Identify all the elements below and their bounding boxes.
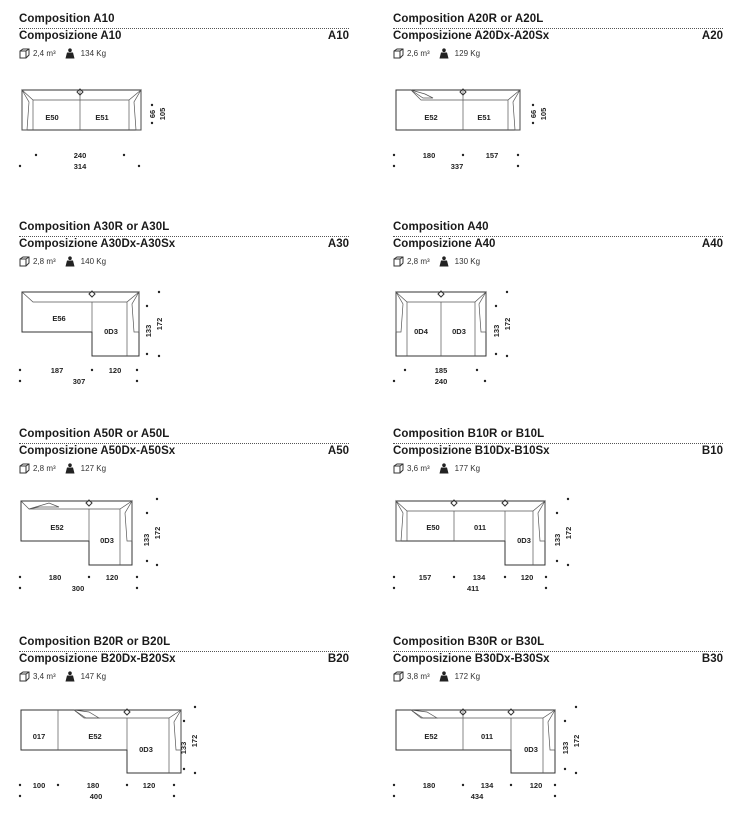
composition-card-b30	[393, 636, 723, 826]
dimension-label: 133	[492, 324, 501, 338]
volume-value: 2,8 m³	[33, 464, 56, 473]
dimension-label: 172	[572, 734, 581, 748]
title-italian: Composizione B10Dx-B10Sx	[393, 445, 550, 457]
title-english: Composition A50R or A50L	[19, 428, 170, 440]
weight-value: 129 Kg	[454, 49, 481, 58]
title-english: Composition B20R or B20L	[19, 636, 171, 648]
divider	[19, 651, 349, 652]
divider	[19, 236, 349, 237]
dimension-label: 120	[142, 781, 156, 790]
title-english: Composition A30R or A30L	[19, 221, 170, 233]
plan-drawing	[393, 68, 723, 203]
dimension-label: 411	[466, 584, 480, 593]
composition-code: A40	[701, 238, 723, 250]
title-english: Composition A20R or A20L	[393, 13, 544, 25]
module-label: 0D3	[452, 327, 466, 336]
dimension-label: 180	[422, 151, 436, 160]
dimension-label: 172	[564, 526, 573, 540]
dimension-label: 180	[48, 573, 62, 582]
title-italian: Composizione A30Dx-A30Sx	[19, 238, 176, 250]
module-label: 0D4	[414, 327, 428, 336]
dimension-label: 185	[434, 366, 448, 375]
module-label: 011	[480, 732, 494, 741]
composition-code: A20	[701, 30, 723, 42]
dimension-label: 133	[561, 741, 570, 755]
volume-value: 2,8 m³	[33, 257, 56, 266]
box-icon	[19, 463, 30, 474]
dimension-label: 133	[142, 533, 151, 547]
module-label: E52	[424, 732, 438, 741]
plan-drawing	[19, 691, 349, 826]
specs-row	[19, 256, 106, 267]
title-italian: Composizione A20Dx-A20Sx	[393, 30, 550, 42]
dimension-label: 300	[71, 584, 85, 593]
module-label: 0D3	[100, 536, 114, 545]
composition-card-a20	[393, 13, 723, 203]
specs-row	[393, 48, 480, 59]
divider	[393, 651, 723, 652]
dimension-label: 240	[434, 377, 448, 386]
dimension-label: 337	[450, 162, 464, 171]
dimension-label: 172	[155, 317, 164, 331]
weight-value: 172 Kg	[454, 672, 481, 681]
dimension-label: 133	[144, 324, 153, 338]
specs-row	[393, 463, 480, 474]
dimension-label: 120	[529, 781, 543, 790]
plan-drawing	[393, 483, 723, 618]
specs-row	[19, 48, 106, 59]
dimension-label: 157	[485, 151, 499, 160]
dimension-label: 134	[472, 573, 486, 582]
dimension-label: 172	[190, 734, 199, 748]
plan-drawing	[19, 276, 349, 411]
dimension-label: 172	[153, 526, 162, 540]
volume-value: 3,8 m³	[407, 672, 430, 681]
module-label: 0D3	[524, 745, 538, 754]
box-icon	[19, 671, 30, 682]
divider	[19, 28, 349, 29]
dimension-label: 314	[73, 162, 87, 171]
dimension-label: 133	[553, 533, 562, 547]
module-label: 017	[32, 732, 46, 741]
composition-code: B10	[701, 445, 723, 457]
volume-value: 3,4 m³	[33, 672, 56, 681]
weight-value: 127 Kg	[80, 464, 107, 473]
composition-card-b20	[19, 636, 349, 826]
dimension-label: 105	[158, 107, 167, 121]
module-label: E52	[88, 732, 102, 741]
weight-icon	[65, 463, 75, 474]
specs-row	[393, 671, 480, 682]
weight-value: 140 Kg	[80, 257, 107, 266]
plan-drawing	[393, 276, 723, 411]
module-label: E50	[426, 523, 440, 532]
box-icon	[19, 256, 30, 267]
dimension-label: 120	[108, 366, 122, 375]
title-english: Composition A40	[393, 221, 489, 233]
plan-drawing	[19, 483, 349, 618]
divider	[393, 443, 723, 444]
weight-icon	[65, 671, 75, 682]
module-label: E52	[50, 523, 64, 532]
dimension-label: 120	[105, 573, 119, 582]
composition-card-b10	[393, 428, 723, 618]
weight-icon	[439, 463, 449, 474]
specs-row	[393, 256, 480, 267]
module-label: E52	[424, 113, 438, 122]
module-label: E50	[45, 113, 59, 122]
dimension-label: 66	[529, 109, 538, 119]
specs-row	[19, 671, 106, 682]
title-italian: Composizione A50Dx-A50Sx	[19, 445, 176, 457]
module-label: E56	[52, 314, 66, 323]
weight-icon	[439, 48, 449, 59]
composition-code: B30	[701, 653, 723, 665]
title-english: Composition B10R or B10L	[393, 428, 545, 440]
dimension-label: 105	[539, 107, 548, 121]
dimension-label: 400	[89, 792, 103, 801]
dimension-label: 307	[72, 377, 86, 386]
volume-value: 2,8 m³	[407, 257, 430, 266]
dimension-label: 133	[179, 741, 188, 755]
plan-drawing	[19, 68, 349, 203]
weight-value: 147 Kg	[80, 672, 107, 681]
divider	[393, 236, 723, 237]
composition-card-a30	[19, 221, 349, 411]
title-italian: Composizione A40	[393, 238, 496, 250]
weight-value: 177 Kg	[454, 464, 481, 473]
box-icon	[393, 671, 404, 682]
title-english: Composition B30R or B30L	[393, 636, 545, 648]
dimension-label: 134	[480, 781, 494, 790]
weight-value: 130 Kg	[454, 257, 481, 266]
weight-icon	[439, 256, 449, 267]
specs-row	[19, 463, 106, 474]
module-label: 0D3	[517, 536, 531, 545]
weight-icon	[65, 48, 75, 59]
plan-drawing	[393, 691, 723, 826]
dimension-label: 172	[503, 317, 512, 331]
dimension-label: 434	[470, 792, 484, 801]
dimension-label: 157	[418, 573, 432, 582]
module-label: 0D3	[139, 745, 153, 754]
divider	[19, 443, 349, 444]
composition-code: A50	[327, 445, 349, 457]
volume-value: 2,6 m³	[407, 49, 430, 58]
module-label: E51	[477, 113, 491, 122]
dimension-label: 180	[86, 781, 100, 790]
weight-value: 134 Kg	[80, 49, 107, 58]
box-icon	[393, 48, 404, 59]
dimension-label: 120	[520, 573, 534, 582]
composition-code: A10	[327, 30, 349, 42]
dimension-label: 100	[32, 781, 46, 790]
composition-card-a50	[19, 428, 349, 618]
weight-icon	[65, 256, 75, 267]
title-italian: Composizione B30Dx-B30Sx	[393, 653, 550, 665]
composition-code: B20	[327, 653, 349, 665]
box-icon	[393, 463, 404, 474]
box-icon	[19, 48, 30, 59]
title-italian: Composizione B20Dx-B20Sx	[19, 653, 176, 665]
composition-code: A30	[327, 238, 349, 250]
dimension-label: 66	[148, 109, 157, 119]
dimension-label: 187	[50, 366, 64, 375]
weight-icon	[439, 671, 449, 682]
divider	[393, 28, 723, 29]
title-english: Composition A10	[19, 13, 115, 25]
composition-card-a10	[19, 13, 349, 203]
module-label: E51	[95, 113, 109, 122]
box-icon	[393, 256, 404, 267]
volume-value: 2,4 m³	[33, 49, 56, 58]
module-label: 011	[473, 523, 487, 532]
title-italian: Composizione A10	[19, 30, 122, 42]
volume-value: 3,6 m³	[407, 464, 430, 473]
composition-card-a40	[393, 221, 723, 411]
dimension-label: 180	[422, 781, 436, 790]
module-label: 0D3	[104, 327, 118, 336]
dimension-label: 240	[73, 151, 87, 160]
